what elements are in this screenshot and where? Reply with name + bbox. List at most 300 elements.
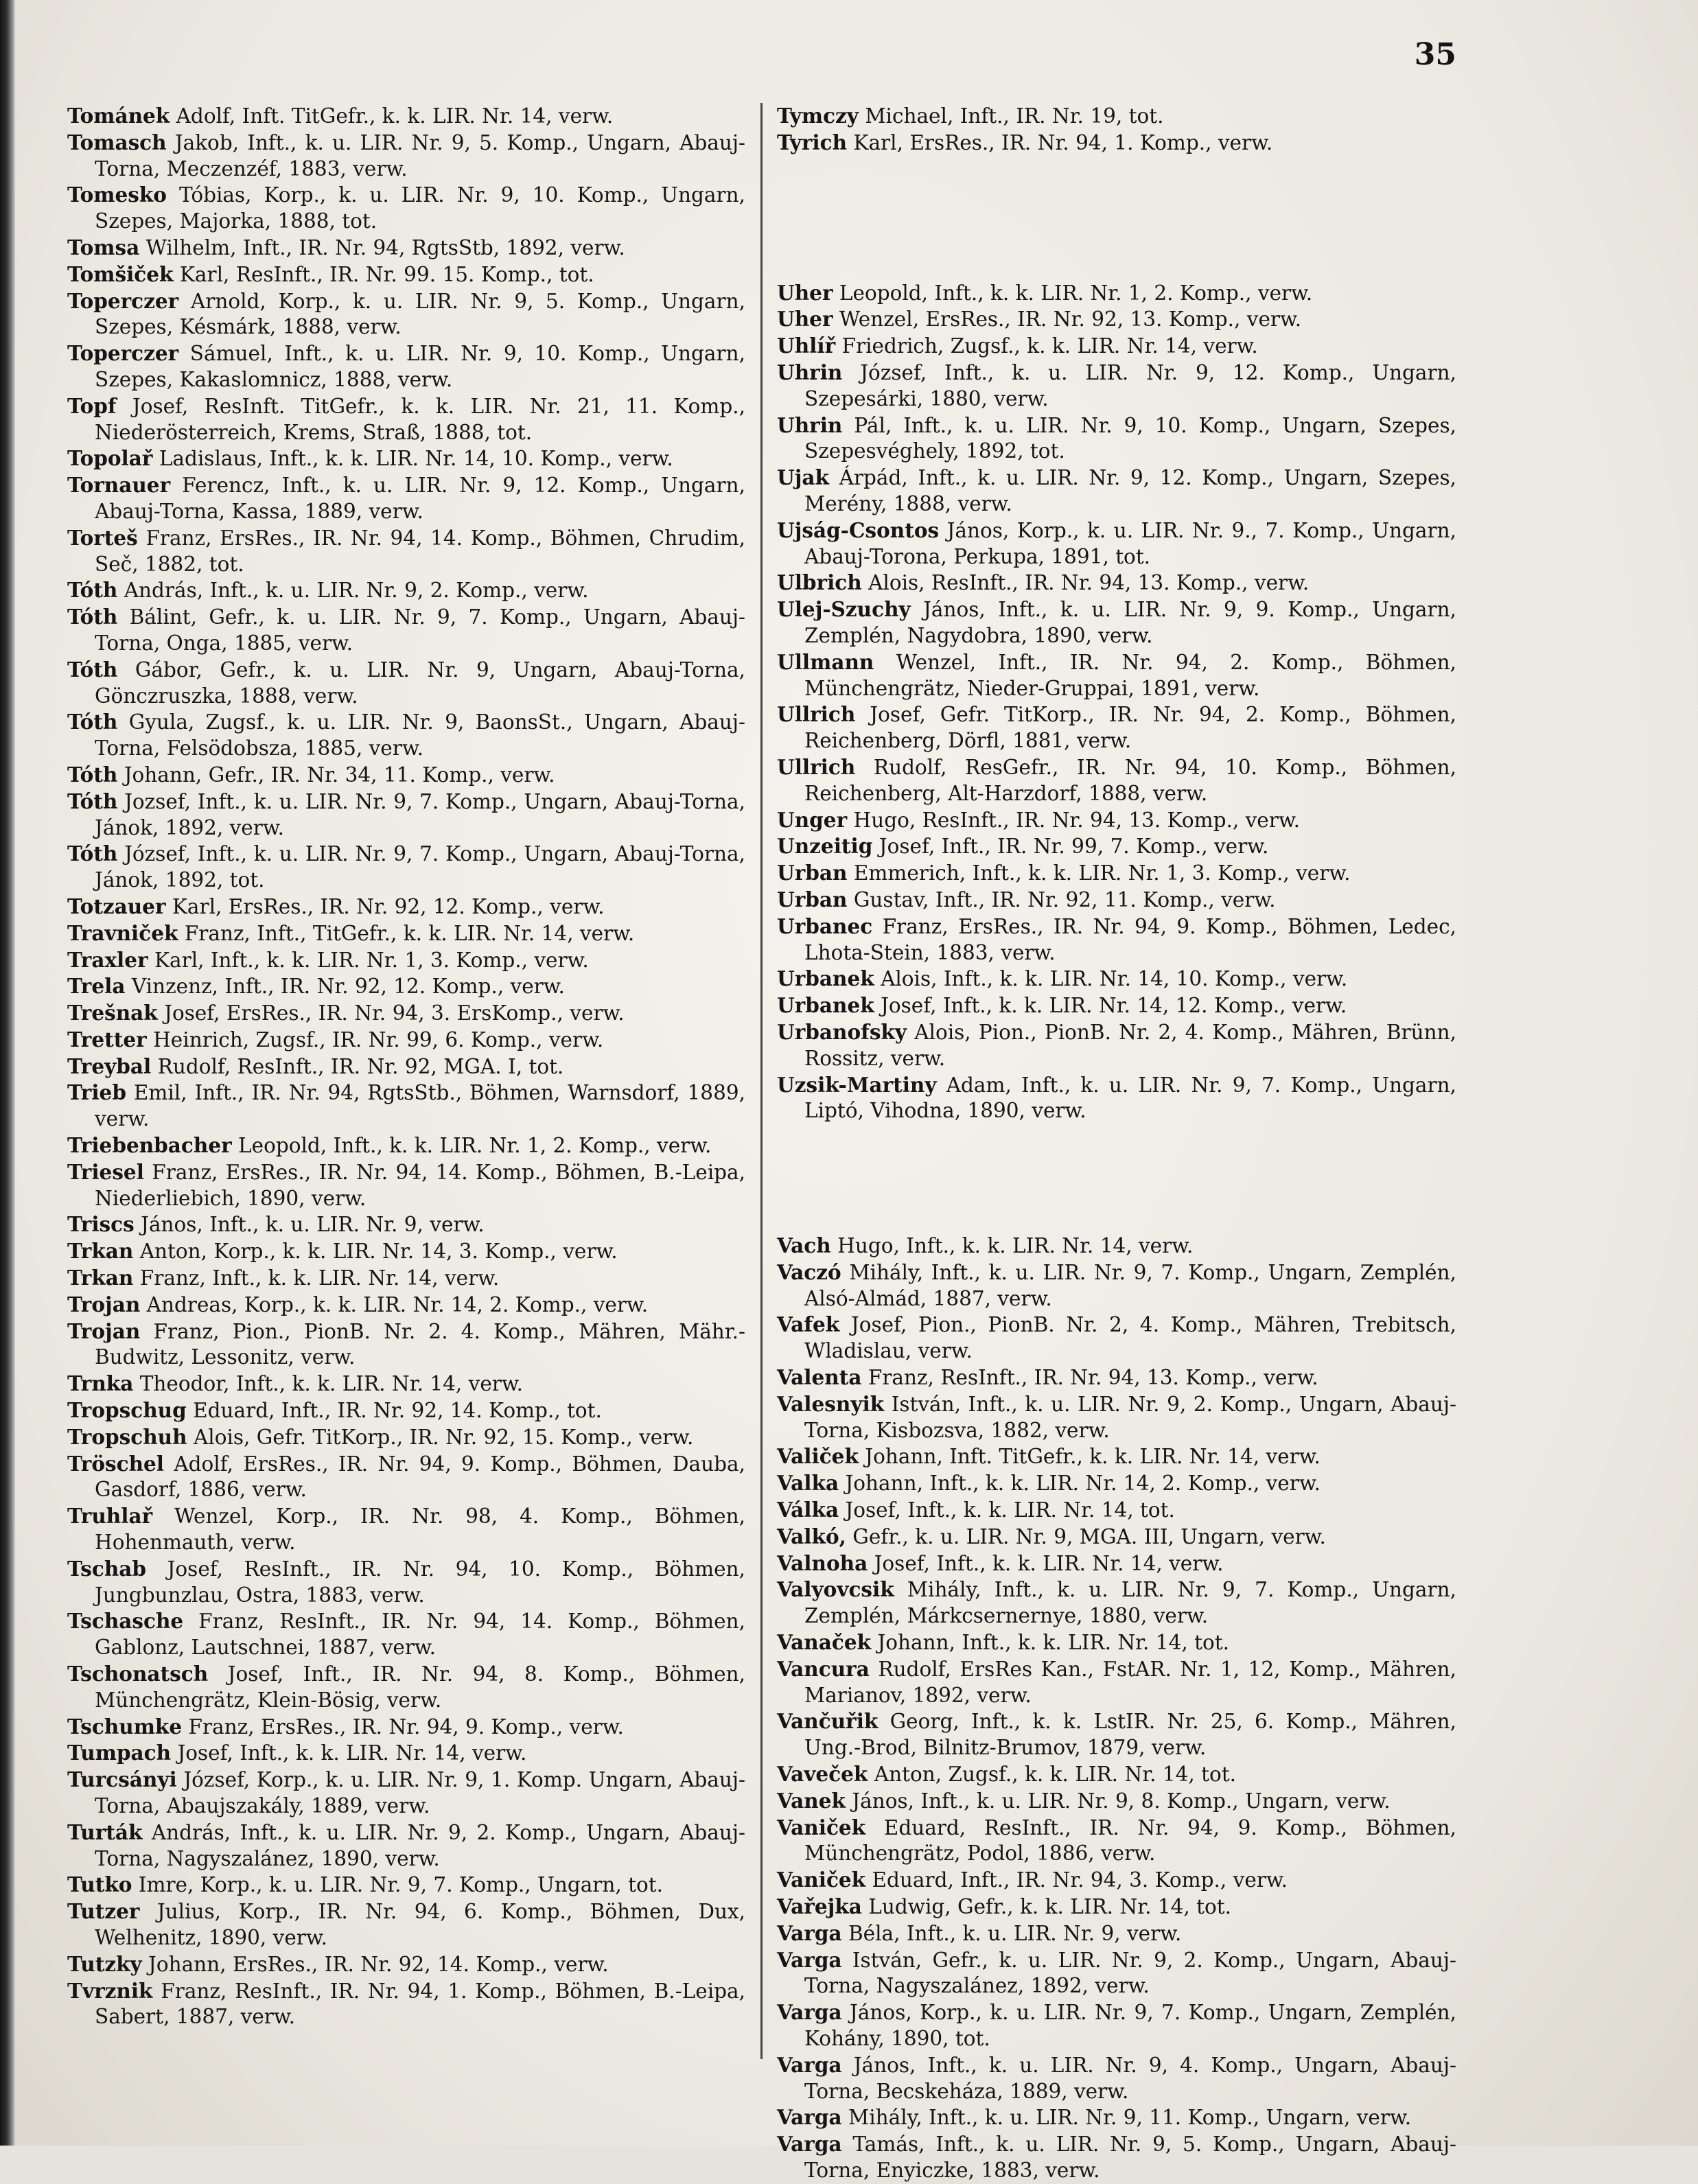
register-entry	[67, 1054, 745, 1080]
entry-surname: Tschasche	[67, 1609, 184, 1634]
entry-details: Alois, Gefr. TitKorp., IR. Nr. 92, 15. Komp., verw.	[193, 1425, 694, 1449]
register-entry	[67, 1503, 745, 1556]
entry-details: Karl, ErsRes., IR. Nr. 92, 12. Komp., verw.	[172, 894, 605, 918]
entry-details: Georg, Inft., k. k. LstIR. Nr. 25, 6. Komp., Mähren, Ung.-Brod, Bilnitz-Brumov, 1879, verw.	[804, 1710, 1456, 1760]
entry-details: Michael, Inft., IR. Nr. 19, tot.	[865, 104, 1164, 128]
entry-surname: Uhrin	[777, 360, 843, 384]
entry-surname: Valka	[777, 1471, 839, 1496]
register-entry	[777, 1867, 1456, 1894]
register-entry	[777, 1815, 1456, 1868]
entry-details: Friedrich, Zugsf., k. k. LIR. Nr. 14, verw.	[841, 334, 1258, 358]
entry-surname: Trkan	[67, 1266, 134, 1290]
entry-surname: Tománek	[67, 104, 170, 128]
register-entry	[777, 1761, 1456, 1788]
entry-details: Leopold, Inft., k. k. LIR. Nr. 1, 2. Komp., verw.	[839, 281, 1313, 305]
entry-surname: Toperczer	[67, 288, 179, 313]
entry-surname: Tschumke	[67, 1714, 183, 1739]
entry-details: Wilhelm, Inft., IR. Nr. 94, RgtsStb, 1892, verw.	[146, 235, 625, 259]
entry-surname: Vanek	[777, 1788, 846, 1813]
entry-surname: Turcsányi	[67, 1767, 177, 1792]
entry-details: István, Inft., k. u. LIR. Nr. 9, 2. Komp., Ungarn, Abauj-Torna, Kisbozsva, 1882, verw.	[804, 1392, 1456, 1442]
register-entry	[67, 130, 745, 183]
register-entry	[777, 2131, 1456, 2184]
entry-details: Andreas, Korp., k. k. LIR. Nr. 14, 2. Komp., verw.	[146, 1292, 649, 1316]
entry-surname: Ulbrich	[777, 570, 862, 595]
register-entry	[67, 1740, 745, 1767]
register-entry	[67, 103, 745, 130]
entry-surname: Topolař	[67, 446, 153, 471]
entry-details: Josef, Pion., PionB. Nr. 2, 4. Komp., Mähren, Trebitsch, Wladislau, verw.	[804, 1313, 1456, 1363]
entry-details: Bálint, Gefr., k. u. LIR. Nr. 9, 7. Komp., Ungarn, Abauj-Torna, Onga, 1885, verw.	[95, 605, 745, 655]
register-entry	[67, 1318, 745, 1371]
entry-details: Josef, ResInft., IR. Nr. 94, 10. Komp., Böhmen, Jungbunzlau, Ostra, 1883, verw.	[95, 1557, 745, 1607]
entry-details: Ladislaus, Inft., k. k. LIR. Nr. 14, 10. Komp., verw.	[159, 447, 673, 471]
entry-details: Gyula, Zugsf., k. u. LIR. Nr. 9, BaonsSt., Ungarn, Abauj-Torna, Felsödobsza, 1885, verw.	[95, 710, 745, 760]
entry-details: Josef, Inft., k. k. LIR. Nr. 14, tot.	[845, 1498, 1175, 1522]
entry-surname: Tomasch	[67, 130, 167, 154]
entry-surname: Tomšiček	[67, 262, 174, 286]
entry-surname: Valyovcsik	[777, 1577, 894, 1602]
entry-details: Josef, Gefr. TitKorp., IR. Nr. 94, 2. Komp., Böhmen, Reichenberg, Dörfl, 1881, verw.	[804, 703, 1456, 753]
register-entry	[777, 1443, 1456, 1470]
entry-surname: Varga	[777, 2105, 842, 2130]
entry-details: Tamás, Inft., k. u. LIR. Nr. 9, 5. Komp., Ungarn, Abauj-Torna, Enyiczke, 1883, verw.	[804, 2133, 1456, 2182]
entry-surname: Trela	[67, 974, 126, 999]
register-entry	[67, 1132, 745, 1159]
entry-details: Franz, ResInft., IR. Nr. 94, 13. Komp., verw.	[868, 1366, 1318, 1390]
entry-details: Franz, Inft., k. k. LIR. Nr. 14, verw.	[139, 1266, 500, 1290]
left-column	[67, 103, 745, 2030]
entry-surname: Valkó,	[777, 1524, 846, 1548]
entry-surname: Vafek	[777, 1312, 840, 1337]
entry-details: József, Korp., k. u. LIR. Nr. 9, 1. Komp. Ungarn, Abauj-Torna, Abaujszakály, 1889, verw.	[95, 1768, 745, 1817]
entry-details: Adolf, ErsRes., IR. Nr. 94, 9. Komp., Böhmen, Dauba, Gasdorf, 1886, verw.	[95, 1452, 745, 1502]
entry-details: Franz, Inft., TitGefr., k. k. LIR. Nr. 14, verw.	[184, 921, 635, 945]
entry-details: Franz, ResInft., IR. Nr. 94, 1. Komp., Böhmen, B.-Leipa, Sabert, 1887, verw.	[95, 1979, 745, 2029]
entry-details: Wenzel, Korp., IR. Nr. 98, 4. Komp., Böhmen, Hohenmauth, verw.	[95, 1505, 745, 1555]
right-column	[777, 103, 1456, 2184]
entry-surname: Vanaček	[777, 1630, 872, 1655]
entry-surname: Traxler	[67, 947, 148, 972]
register-entry	[777, 1259, 1456, 1312]
register-entry	[67, 1556, 745, 1609]
register-entry	[67, 657, 745, 710]
entry-surname: Trojan	[67, 1292, 141, 1316]
entry-surname: Varga	[777, 1920, 842, 1945]
entry-surname: Varga	[777, 2052, 842, 2077]
entry-surname: Vaveček	[777, 1762, 868, 1787]
entry-surname: Tóth	[67, 841, 118, 866]
register-entry	[67, 1159, 745, 1212]
entry-surname: Tumpach	[67, 1741, 172, 1765]
entry-surname: Tretter	[67, 1027, 147, 1052]
register-entry	[67, 762, 745, 789]
register-entry	[777, 1894, 1456, 1920]
entry-details: Franz, ErsRes., IR. Nr. 94, 14. Komp., Böhmen, Chrudim, Seč, 1882, tot.	[95, 526, 745, 576]
entry-details: Franz, ErsRes., IR. Nr. 94, 14. Komp., Böhmen, B.-Leipa, Niederliebich, 1890, verw.	[95, 1160, 745, 1210]
register-entry	[777, 1470, 1456, 1497]
section-gap-u	[777, 156, 1456, 280]
entry-surname: Toperczer	[67, 341, 179, 366]
entry-surname: Tomsa	[67, 235, 140, 259]
entry-details: Tóbias, Korp., k. u. LIR. Nr. 9, 10. Komp., Ungarn, Szepes, Majorka, 1888, tot.	[95, 183, 745, 233]
entry-details: Karl, ErsRes., IR. Nr. 94, 1. Komp., verw.	[853, 130, 1273, 154]
register-entry	[777, 130, 1456, 156]
register-entry	[777, 280, 1456, 307]
entry-details: Josef, Inft., k. k. LIR. Nr. 14, 12. Komp., verw.	[881, 994, 1347, 1018]
register-entry	[67, 1978, 745, 2031]
entry-details: Gefr., k. u. LIR. Nr. 9, MGA. III, Ungarn, verw.	[852, 1524, 1326, 1548]
register-entry	[777, 360, 1456, 413]
entry-surname: Vaniček	[777, 1868, 866, 1892]
entry-details: Josef, Inft., k. k. LIR. Nr. 14, verw.	[177, 1741, 527, 1765]
register-entry	[67, 262, 745, 288]
register-entry	[67, 1397, 745, 1424]
register-entry	[777, 1708, 1456, 1761]
register-entry	[777, 2104, 1456, 2131]
entry-details: Ferencz, Inft., k. u. LIR. Nr. 9, 12. Komp., Ungarn, Abauj-Torna, Kassa, 1889, verw.	[95, 474, 745, 523]
entry-details: János, Inft., k. u. LIR. Nr. 9, verw.	[141, 1213, 485, 1237]
register-entry	[67, 709, 745, 762]
register-entry	[67, 1608, 745, 1661]
entry-surname: Tóth	[67, 762, 118, 787]
entry-details: Leopold, Inft., k. k. LIR. Nr. 1, 2. Komp., verw.	[238, 1134, 712, 1158]
v-entry-list	[777, 1233, 1456, 2184]
register-entry	[777, 1072, 1456, 1125]
register-entry	[777, 1999, 1456, 2052]
entry-surname: Varga	[777, 2000, 842, 2025]
register-entry	[777, 887, 1456, 914]
entry-surname: Torteš	[67, 525, 138, 550]
entry-details: József, Inft., k. u. LIR. Nr. 9, 12. Komp., Ungarn, Szepesárki, 1880, verw.	[804, 360, 1456, 410]
entry-surname: Urbanek	[777, 966, 874, 991]
entry-details: Mihály, Inft., k. u. LIR. Nr. 9, 7. Komp., Ungarn, Zemplén, Márkcsernernye, 1880, verw.	[804, 1578, 1456, 1628]
entry-details: Josef, Inft., IR. Nr. 99, 7. Komp., verw.	[879, 835, 1269, 859]
entry-details: Árpád, Inft., k. u. LIR. Nr. 9, 12. Komp., Ungarn, Szepes, Merény, 1888, verw.	[804, 466, 1456, 515]
left-entry-list	[67, 103, 745, 2030]
entry-details: Adam, Inft., k. u. LIR. Nr. 9, 7. Komp., Ungarn, Liptó, Vihodna, 1890, verw.	[804, 1073, 1456, 1123]
entry-details: Rudolf, ErsRes Kan., FstAR. Nr. 1, 12, Komp., Mähren, Marianov, 1892, verw.	[804, 1657, 1456, 1707]
register-entry	[67, 1898, 745, 1951]
register-entry	[777, 596, 1456, 649]
entry-details: Anton, Zugsf., k. k. LIR. Nr. 14, tot.	[874, 1763, 1237, 1787]
register-entry	[67, 1451, 745, 1504]
entry-surname: Varga	[777, 1947, 842, 1972]
entry-surname: Ulej-Szuchy	[777, 597, 911, 622]
entry-surname: Vaczó	[777, 1259, 841, 1284]
entry-details: Emmerich, Inft., k. k. LIR. Nr. 1, 3. Komp., verw.	[853, 861, 1351, 885]
entry-details: Rudolf, ResGefr., IR. Nr. 94, 10. Komp., Böhmen, Reichenberg, Alt-Harzdorf, 1888, verw.	[804, 755, 1456, 805]
register-entry	[777, 306, 1456, 333]
entry-details: Julius, Korp., IR. Nr. 94, 6. Komp., Böhmen, Dux, Welhenitz, 1890, verw.	[95, 1900, 745, 1949]
entry-details: János, Korp., k. u. LIR. Nr. 9., 7. Komp., Ungarn, Abauj-Torona, Perkupa, 1891, tot.	[804, 518, 1456, 568]
u-entry-list	[777, 280, 1456, 1125]
entry-details: Eduard, Inft., IR. Nr. 92, 14. Komp., tot.	[193, 1399, 602, 1423]
entry-surname: Urbanek	[777, 993, 874, 1018]
section-gap-v	[777, 1124, 1456, 1233]
register-entry	[777, 1019, 1456, 1072]
entry-details: János, Inft., k. u. LIR. Nr. 9, 4. Komp., Ungarn, Abauj-Torna, Becskeháza, 1889, verw.	[804, 2053, 1456, 2103]
entry-surname: Treybal	[67, 1054, 152, 1078]
entry-surname: Valesnyik	[777, 1391, 885, 1416]
entry-surname: Ullmann	[777, 649, 874, 674]
register-entry	[67, 1424, 745, 1451]
register-entry	[67, 1080, 745, 1132]
register-entry	[777, 570, 1456, 596]
register-entry	[777, 103, 1456, 130]
register-entry	[67, 841, 745, 894]
entry-surname: Uhlíř	[777, 334, 836, 358]
entry-surname: Tóth	[67, 605, 118, 629]
entry-details: Johann, Gefr., IR. Nr. 34, 11. Komp., verw.	[124, 763, 555, 787]
entry-surname: Topf	[67, 393, 117, 418]
entry-details: Gábor, Gefr., k. u. LIR. Nr. 9, Ungarn, Abauj-Torna, Gönczruszka, 1888, verw.	[95, 658, 745, 708]
entry-details: Sámuel, Inft., k. u. LIR. Nr. 9, 10. Komp., Ungarn, Szepes, Kakaslomnicz, 1888, verw.	[95, 342, 745, 391]
column-divider	[760, 103, 763, 2059]
entry-surname: Uher	[777, 307, 833, 332]
register-entry	[67, 789, 745, 841]
entry-surname: Triscs	[67, 1212, 135, 1237]
register-entry	[777, 1577, 1456, 1629]
register-entry	[777, 807, 1456, 834]
entry-surname: Vařejka	[777, 1894, 862, 1919]
register-entry	[67, 1371, 745, 1397]
entry-surname: Truhlař	[67, 1504, 153, 1529]
entry-details: Jakob, Inft., k. u. LIR. Nr. 9, 5. Komp., Ungarn, Abauj-Torna, Meczenzéf, 1883, verw.	[95, 130, 745, 181]
entry-surname: Ujak	[777, 465, 829, 490]
register-entry	[67, 1872, 745, 1898]
entry-surname: Trešnak	[67, 1001, 158, 1025]
entry-surname: Uher	[777, 280, 833, 305]
register-entry	[777, 333, 1456, 360]
entry-details: Wenzel, ErsRes., IR. Nr. 92, 13. Komp., verw.	[839, 307, 1302, 332]
register-entry	[777, 833, 1456, 860]
register-entry	[777, 1788, 1456, 1815]
register-entry	[67, 1661, 745, 1714]
entry-surname: Tornauer	[67, 473, 171, 498]
register-entry	[67, 1265, 745, 1292]
entry-details: Mihály, Inft., k. u. LIR. Nr. 9, 11. Komp., Ungarn, verw.	[848, 2106, 1412, 2130]
entry-surname: Válka	[777, 1498, 839, 1522]
entry-surname: Uzsik-Martiny	[777, 1072, 937, 1097]
register-entry	[777, 860, 1456, 887]
entry-details: Mihály, Inft., k. u. LIR. Nr. 9, 7. Komp., Ungarn, Zemplén, Alsó-Almád, 1887, verw.	[804, 1260, 1456, 1310]
entry-surname: Vančuřik	[777, 1709, 879, 1734]
book-binding-edge	[0, 0, 15, 2146]
register-entry	[777, 914, 1456, 966]
entry-surname: Tymczy	[777, 104, 859, 128]
entry-surname: Urban	[777, 861, 848, 885]
register-entry	[67, 577, 745, 604]
entry-surname: Ullrich	[777, 702, 856, 727]
entry-details: Ludwig, Gefr., k. k. LIR. Nr. 14, tot.	[868, 1895, 1232, 1919]
entry-surname: Tropschug	[67, 1398, 187, 1423]
register-entry	[67, 894, 745, 920]
entry-details: Eduard, Inft., IR. Nr. 94, 3. Komp., verw.	[872, 1868, 1288, 1892]
register-entry	[777, 518, 1456, 570]
entry-details: István, Gefr., k. u. LIR. Nr. 9, 2. Komp., Ungarn, Abauj-Torna, Nagyszalánez, 1892, verw.	[804, 1948, 1456, 1998]
register-entry	[777, 1312, 1456, 1364]
register-entry	[67, 525, 745, 578]
register-entry	[67, 472, 745, 525]
entry-surname: Trieb	[67, 1080, 126, 1105]
entry-details: Karl, ResInft., IR. Nr. 99. 15. Komp., tot.	[179, 262, 594, 286]
entry-surname: Trojan	[67, 1318, 141, 1343]
entry-surname: Triebenbacher	[67, 1133, 232, 1158]
register-entry	[67, 1714, 745, 1741]
entry-details: Pál, Inft., k. u. LIR. Nr. 9, 10. Komp., Ungarn, Szepes, Szepesvéghely, 1892, tot.	[804, 413, 1456, 463]
entry-details: Béla, Inft., k. u. LIR. Nr. 9, verw.	[848, 1921, 1182, 1945]
entry-details: János, Inft., k. u. LIR. Nr. 9, 8. Komp., Ungarn, verw.	[852, 1789, 1391, 1813]
register-entry	[777, 413, 1456, 465]
entry-details: Franz, ErsRes., IR. Nr. 94, 9. Komp., Böhmen, Ledec, Lhota-Stein, 1883, verw.	[804, 914, 1456, 964]
entry-details: Johann, Inft., k. k. LIR. Nr. 14, 2. Komp., verw.	[845, 1472, 1321, 1496]
entry-details: József, Inft., k. u. LIR. Nr. 9, 7. Komp., Ungarn, Abauj-Torna, Jánok, 1892, tot.	[95, 842, 745, 892]
entry-details: Josef, ResInft. TitGefr., k. k. LIR. Nr. 21, 11. Komp., Niederösterreich, Krems, Straß, 1888, tot.	[95, 394, 745, 444]
entry-details: Emil, Inft., IR. Nr. 94, RgtsStb., Böhmen, Warnsdorf, 1889, verw.	[95, 1081, 745, 1131]
entry-details: Heinrich, Zugsf., IR. Nr. 99, 6. Komp., verw.	[153, 1027, 604, 1052]
entry-surname: Triesel	[67, 1159, 144, 1184]
entry-details: András, Inft., k. u. LIR. Nr. 9, 2. Komp., verw.	[124, 579, 589, 603]
register-entry	[67, 288, 745, 341]
entry-surname: Ujság-Csontos	[777, 518, 940, 542]
register-entry	[777, 1364, 1456, 1391]
entry-surname: Totzauer	[67, 894, 166, 918]
entry-details: Rudolf, ResInft., IR. Nr. 92, MGA. I, tot.	[157, 1054, 564, 1078]
entry-surname: Tóth	[67, 657, 118, 682]
entry-details: Franz, Pion., PionB. Nr. 2. 4. Komp., Mähren, Mähr.-Budwitz, Lessonitz, verw.	[95, 1319, 745, 1369]
entry-details: János, Korp., k. u. LIR. Nr. 9, 7. Komp., Ungarn, Zemplén, Kohány, 1890, tot.	[804, 2001, 1456, 2050]
entry-details: Hugo, Inft., k. k. LIR. Nr. 14, verw.	[837, 1234, 1194, 1258]
entry-surname: Valiček	[777, 1444, 859, 1469]
entry-surname: Tóth	[67, 710, 118, 734]
entry-details: Franz, ErsRes., IR. Nr. 94, 9. Komp., verw.	[188, 1715, 624, 1739]
entry-details: Johann, Inft. TitGefr., k. k. LIR. Nr. 14, verw.	[865, 1445, 1321, 1469]
register-entry	[777, 1497, 1456, 1524]
entry-details: Arnold, Korp., k. u. LIR. Nr. 9, 5. Komp., Ungarn, Szepes, Késmárk, 1888, verw.	[95, 289, 745, 339]
entry-surname: Tutzky	[67, 1951, 142, 1976]
entry-surname: Tröschel	[67, 1451, 165, 1476]
register-entry	[67, 1000, 745, 1027]
entry-details: Alois, ResInft., IR. Nr. 94, 13. Komp., verw.	[868, 571, 1310, 595]
register-entry	[777, 2052, 1456, 2105]
register-entry	[777, 1524, 1456, 1550]
register-entry	[67, 182, 745, 235]
entry-surname: Urbanec	[777, 914, 873, 938]
entry-details: Vinzenz, Inft., IR. Nr. 92, 12. Komp., verw.	[131, 975, 565, 999]
register-entry	[67, 1238, 745, 1265]
register-entry	[67, 1767, 745, 1820]
register-entry	[67, 1211, 745, 1238]
entry-surname: Ullrich	[777, 754, 856, 779]
entry-surname: Unzeitig	[777, 834, 873, 859]
entry-details: Anton, Korp., k. k. LIR. Nr. 14, 3. Komp., verw.	[139, 1240, 618, 1264]
register-entry	[67, 235, 745, 262]
entry-details: Johann, Inft., k. k. LIR. Nr. 14, tot.	[877, 1631, 1229, 1655]
entry-surname: Unger	[777, 807, 848, 832]
entry-details: Theodor, Inft., k. k. LIR. Nr. 14, verw.	[139, 1372, 524, 1396]
register-entry	[777, 754, 1456, 807]
entry-surname: Travniček	[67, 920, 178, 945]
register-entry	[67, 445, 745, 472]
entry-details: János, Inft., k. u. LIR. Nr. 9, 9. Komp., Ungarn, Zemplén, Nagydobra, 1890, verw.	[804, 598, 1456, 647]
register-entry	[777, 1629, 1456, 1656]
entry-surname: Valnoha	[777, 1550, 868, 1575]
entry-surname: Vaniček	[777, 1815, 866, 1839]
entry-surname: Trnka	[67, 1371, 134, 1396]
entry-surname: Tomesko	[67, 183, 167, 207]
entry-surname: Tóth	[67, 789, 118, 813]
entry-surname: Tschonatsch	[67, 1662, 209, 1686]
entry-details: Adolf, Inft. TitGefr., k. k. LIR. Nr. 14, verw.	[176, 104, 614, 128]
entry-details: Franz, ResInft., IR. Nr. 94, 14. Komp., Böhmen, Gablonz, Lautschnei, 1887, verw.	[95, 1610, 745, 1660]
register-entry	[67, 1027, 745, 1054]
register-entry	[777, 649, 1456, 702]
register-entry	[777, 1656, 1456, 1709]
entry-details: Alois, Pion., PionB. Nr. 2, 4. Komp., Mähren, Brünn, Rossitz, verw.	[804, 1020, 1456, 1070]
page-number: 35	[1414, 37, 1456, 72]
register-entry	[777, 1920, 1456, 1947]
entry-details: Jozsef, Inft., k. u. LIR. Nr. 9, 7. Komp., Ungarn, Abauj-Torna, Jánok, 1892, verw.	[95, 789, 745, 839]
register-entry	[777, 701, 1456, 754]
entry-surname: Vach	[777, 1233, 831, 1258]
entry-surname: Uhrin	[777, 413, 843, 437]
entry-surname: Urbanofsky	[777, 1019, 907, 1044]
entry-surname: Valenta	[777, 1365, 862, 1390]
entry-details: Imre, Korp., k. u. LIR. Nr. 9, 7. Komp., Ungarn, tot.	[138, 1873, 663, 1897]
entry-details: Josef, Inft., IR. Nr. 94, 8. Komp., Böhmen, Münchengrätz, Klein-Bösig, verw.	[95, 1662, 745, 1712]
register-entry	[777, 1947, 1456, 2000]
entry-details: András, Inft., k. u. LIR. Nr. 9, 2. Komp., Ungarn, Abauj-Torna, Nagyszalánez, 1890, verw.	[95, 1820, 745, 1870]
entry-surname: Tvrznik	[67, 1978, 153, 2003]
entry-surname: Turták	[67, 1820, 143, 1844]
register-entry	[67, 1292, 745, 1318]
entry-details: Hugo, ResInft., IR. Nr. 94, 13. Komp., verw.	[853, 808, 1300, 832]
register-entry	[67, 1820, 745, 1872]
entry-surname: Urban	[777, 887, 848, 911]
entry-details: Josef, ErsRes., IR. Nr. 94, 3. ErsKomp., verw.	[164, 1001, 625, 1025]
entry-surname: Tschab	[67, 1556, 147, 1581]
entry-surname: Varga	[777, 2132, 842, 2157]
register-entry	[67, 920, 745, 947]
entry-details: Karl, Inft., k. k. LIR. Nr. 1, 3. Komp., verw.	[154, 948, 589, 972]
entry-details: Gustav, Inft., IR. Nr. 92, 11. Komp., verw.	[853, 887, 1276, 911]
entry-surname: Tutzer	[67, 1899, 140, 1924]
entry-surname: Tutko	[67, 1872, 132, 1897]
t-entry-list	[777, 103, 1456, 156]
register-entry	[67, 1951, 745, 1978]
entry-surname: Vancura	[777, 1656, 870, 1681]
register-entry	[777, 465, 1456, 518]
register-entry	[67, 340, 745, 393]
register-entry	[777, 1233, 1456, 1259]
register-entry	[777, 1550, 1456, 1577]
register-entry	[67, 604, 745, 657]
entry-surname: Tóth	[67, 578, 118, 603]
register-entry	[67, 393, 745, 446]
register-entry	[67, 973, 745, 1000]
entry-details: Eduard, ResInft., IR. Nr. 94, 9. Komp., Böhmen, Münchengrätz, Podol, 1886, verw.	[804, 1815, 1456, 1866]
entry-details: Alois, Inft., k. k. LIR. Nr. 14, 10. Komp., verw.	[881, 967, 1348, 991]
register-entry	[67, 947, 745, 974]
entry-details: Johann, ErsRes., IR. Nr. 92, 14. Komp., verw.	[148, 1952, 609, 1976]
entry-details: Wenzel, Inft., IR. Nr. 94, 2. Komp., Böhmen, Münchengrätz, Nieder-Gruppai, 1891, verw.	[804, 650, 1456, 700]
register-entry	[777, 992, 1456, 1019]
entry-details: Josef, Inft., k. k. LIR. Nr. 14, verw.	[874, 1551, 1224, 1575]
entry-surname: Trkan	[67, 1239, 134, 1264]
entry-surname: Tyrich	[777, 130, 848, 154]
register-entry	[777, 966, 1456, 992]
